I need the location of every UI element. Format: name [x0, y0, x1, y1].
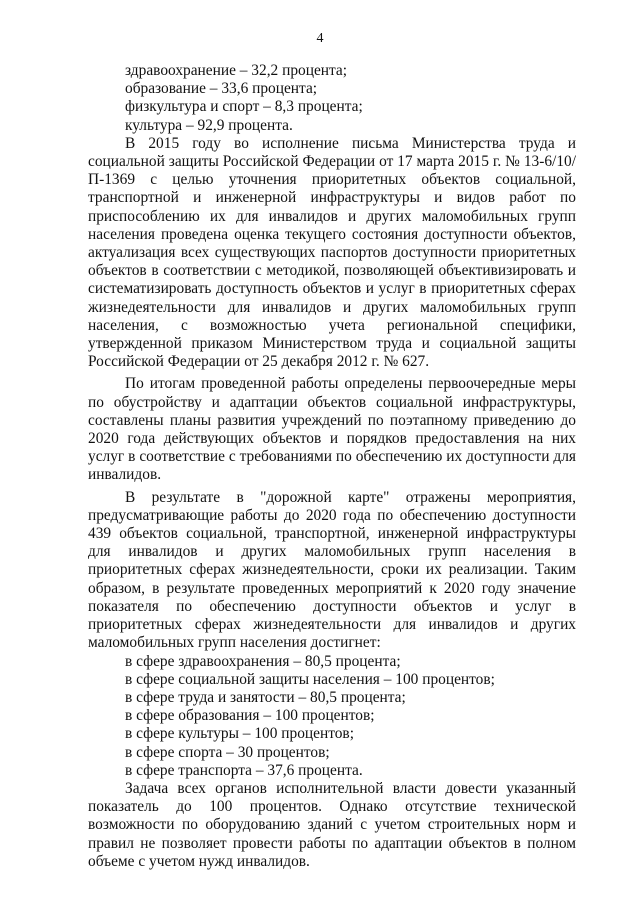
- list-item: образование – 33,6 процента;: [125, 80, 318, 98]
- top-list: [88, 62, 576, 135]
- list-item: в сфере культуры – 100 процентов;: [125, 725, 354, 743]
- list-item: физкультура и спорт – 8,3 процента;: [125, 98, 363, 116]
- paragraph-3: В результате в "дорожной карте" отражены мероприятия, предусматривающие работы до 2020 года по обеспечению доступности 439 объектов социальной, транспортной, инженерной инфраструктуры для инвалидов и других маломобильных групп населения в приоритетных сферах жизнедеятельности, сроки их реализации. Таким образом, в результате проведенных мероприятий к 2020 году значение показателя по обеспечению доступности объектов и услуг в приоритетных сферах жизнедеятельности для инвалидов и других маломобильных групп населения достигнет:: [88, 488, 576, 652]
- list-item: в сфере здравоохранения – 80,5 процента;: [125, 652, 401, 670]
- list-item: в сфере спорта – 30 процентов;: [125, 743, 330, 761]
- sphere-list: [88, 653, 576, 780]
- list-item: в сфере социальной защиты населения – 100 процентов;: [125, 670, 495, 688]
- page-number: 4: [316, 31, 324, 46]
- list-item: здравоохранение – 32,2 процента;: [125, 62, 348, 79]
- list-item: в сфере транспорта – 37,6 процента.: [125, 761, 363, 779]
- paragraph-4: Задача всех органов исполнительной власти довести указанный показатель до 100 процентов. Однако отсутствие технической возможности по оборудованию зданий с учетом строительных норм и правил не позволяет провести работы по адаптации объектов в полном объеме с учетом нужд инвалидов.: [88, 779, 576, 870]
- list-item: культура – 92,9 процента.: [125, 116, 293, 134]
- list-item: в сфере образования – 100 процентов;: [125, 707, 375, 725]
- document-body: [88, 62, 576, 871]
- paragraph-2: По итогам проведенной работы определены первоочередные меры по обустройству и адаптации объектов социальной инфраструктуры, составлены планы развития учреждений по поэтапному приведению до 2020 года действующих объектов и порядков предоставления на них услуг в соответствие с требованиями по обеспечению их доступности для инвалидов.: [88, 375, 576, 484]
- paragraph-1: В 2015 году во исполнение письма Министерства труда и социальной защиты Российской Федерации от 17 марта 2015 г. № 13-6/10/П-1369 с целью уточнения приоритетных объектов социальной, транспортной и инженерной инфраструктуры и видов работ по приспособлению их для инвалидов и других маломобильных групп населения проведена оценка текущего состояния доступности объектов, актуализация всех существующих паспортов доступности приоритетных объектов в соответствии с методикой, позволяющей объективизировать и систематизировать доступность объектов и услуг в приоритетных сферах жизнедеятельности для инвалидов и других маломобильных групп населения, с возможностью учета региональной специфики, утвержденной приказом Министерством труда и социальной защиты Российской Федерации от 25 декабря 2012 г. № 627.: [88, 134, 576, 371]
- list-item: в сфере труда и занятости – 80,5 процента;: [125, 688, 406, 706]
